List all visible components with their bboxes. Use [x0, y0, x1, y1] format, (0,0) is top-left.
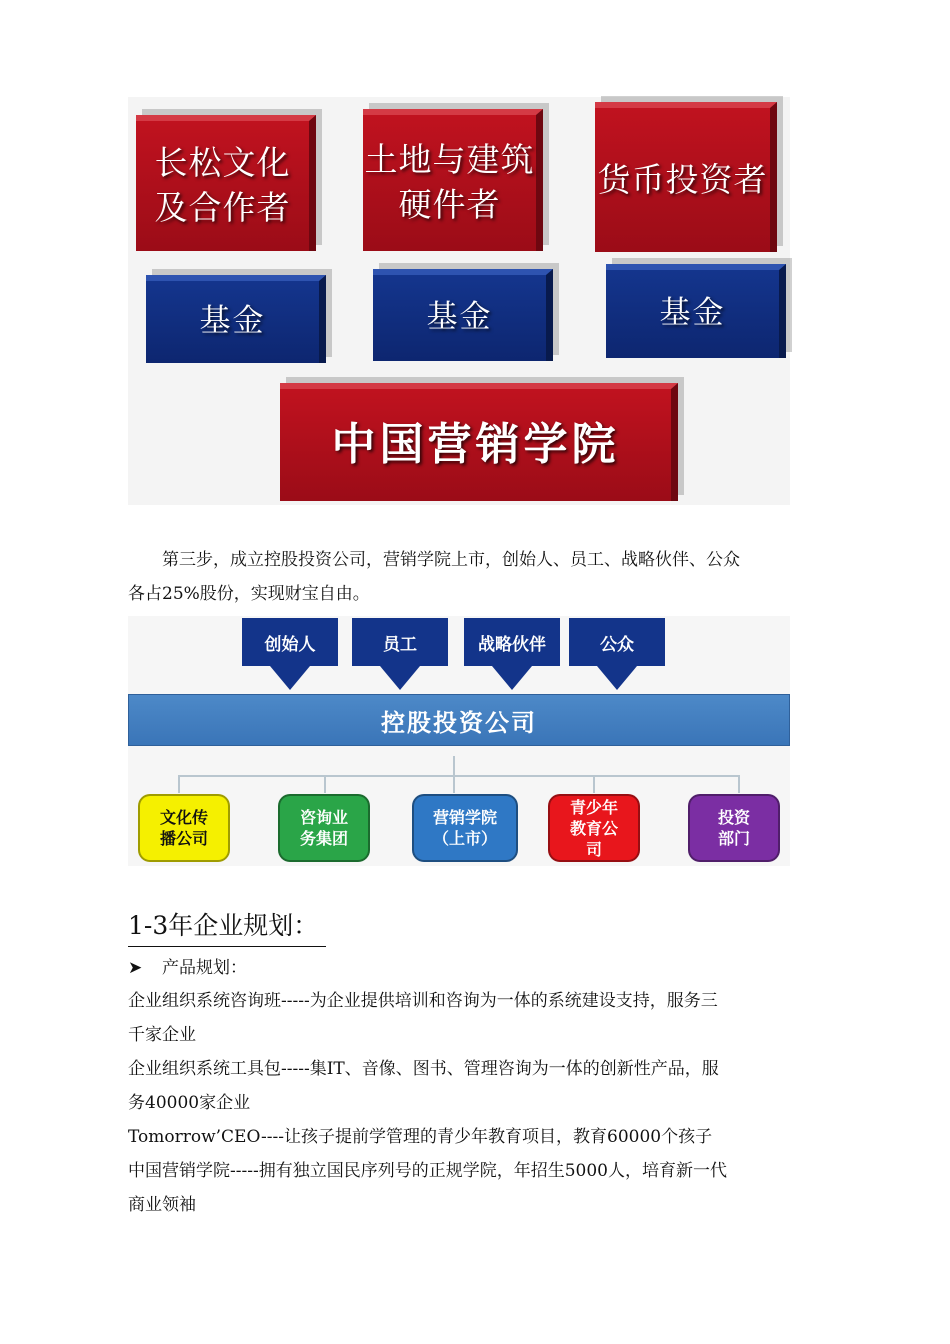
stakeholder-label: 员工: [352, 618, 448, 666]
dept-line: 播公司: [159, 829, 208, 848]
partner-box-currency-investor: [595, 102, 777, 252]
fund-box-3: [606, 264, 786, 358]
stakeholder-label: 战略伙伴: [464, 618, 560, 666]
dept-culture-media: [138, 794, 230, 862]
dept-line: 务集团: [299, 829, 348, 848]
box-line: 硬件者: [398, 185, 501, 224]
holding-company-bar: 控股投资公司: [128, 694, 790, 746]
fund-label: 基金: [659, 295, 726, 332]
bullet-product-plan: [128, 952, 247, 984]
fund-label: 基金: [199, 303, 266, 340]
step3-paragraph-line1: 第三步，成立控股投资公司，营销学院上市，创始人、员工、战略伙伴、公众: [162, 550, 740, 570]
partner-box-changsong: [136, 115, 316, 251]
college-label: 中国营销学院: [331, 419, 620, 471]
box-line: 及合作者: [154, 188, 291, 227]
bullet-label: 产品规划：: [162, 958, 247, 978]
plan-item-1-line1: 企业组织系统咨询班-----为企业提供培训和咨询为一体的系统建设支持，服务三: [128, 991, 718, 1011]
connector-line: [324, 775, 326, 793]
dept-line: 青少年: [569, 797, 618, 817]
plan-item-2-line2: 务40000家企业: [128, 1093, 251, 1113]
stakeholder-founder: [242, 618, 338, 690]
dept-line: 营销学院: [432, 808, 497, 827]
dept-line: 部门: [717, 829, 750, 848]
plan-item-4-line2: 商业领袖: [128, 1195, 196, 1215]
down-arrow-icon: [270, 666, 310, 690]
dept-youth-education: [548, 794, 640, 862]
dept-investment: [688, 794, 780, 862]
connector-line: [593, 775, 595, 793]
dept-line: 文化传: [159, 808, 208, 827]
box-line: 土地与建筑: [364, 140, 535, 180]
connector-line: [453, 756, 455, 776]
stakeholder-label: 公众: [569, 618, 665, 666]
fund-box-2: [373, 269, 553, 361]
section-heading: 1-3年企业规划：: [128, 906, 326, 947]
stakeholder-employee: [352, 618, 448, 690]
box-line: 长松文化: [154, 143, 291, 183]
dept-line: 咨询业: [299, 808, 348, 827]
step3-paragraph-line2: 各占25%股份，实现财宝自由。: [128, 584, 370, 604]
dept-consulting-group: [278, 794, 370, 862]
box-line: 货币投资者: [597, 159, 768, 199]
plan-item-1-line2: 千家企业: [128, 1025, 196, 1045]
stakeholder-strategic-partner: [464, 618, 560, 690]
down-arrow-icon: [597, 666, 637, 690]
connector-line: [738, 775, 740, 793]
connector-line: [178, 775, 740, 777]
partner-box-land-building: [363, 109, 543, 251]
plan-item-3-line1: Tomorrow’CEO----让孩子提前学管理的青少年教育项目，教育60000个孩子: [128, 1127, 713, 1147]
plan-item-2-line1: 企业组织系统工具包-----集IT、音像、图书、管理咨询为一体的创新性产品，服: [128, 1059, 719, 1079]
stakeholder-public: [569, 618, 665, 690]
college-box: [280, 383, 678, 501]
plan-item-4-line1: 中国营销学院-----拥有独立国民序列号的正规学院，年招生5000人，培育新一代: [128, 1161, 727, 1181]
dept-line: 司: [585, 839, 602, 859]
structure-diagram: [128, 97, 790, 505]
fund-label: 基金: [426, 299, 493, 336]
connector-line: [453, 775, 455, 793]
dept-line: 教育公: [569, 818, 618, 838]
shareholding-diagram: [128, 616, 790, 866]
arrowhead-bullet-icon: ➤: [128, 958, 143, 978]
fund-box-1: [146, 275, 326, 363]
dept-line: （上市）: [432, 829, 497, 848]
dept-marketing-college: [412, 794, 518, 862]
down-arrow-icon: [492, 666, 532, 690]
down-arrow-icon: [380, 666, 420, 690]
connector-line: [178, 775, 180, 793]
dept-line: 投资: [717, 808, 750, 827]
stakeholder-label: 创始人: [242, 618, 338, 666]
